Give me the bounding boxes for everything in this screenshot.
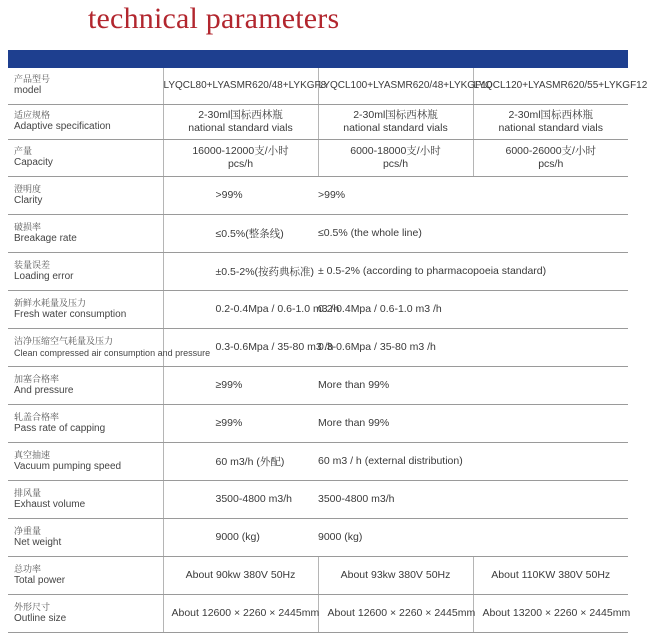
model-1: LYQCL80+LYASMR620/48+LYKGF8 [163,68,318,104]
capacity-value-1: 16000-12000支/小时 pcs/h [163,139,318,176]
water-value-zh: 0.2-0.4Mpa / 0.6-1.0 m3 /h [163,290,318,328]
exhaust-value-en: 3500-4800 m3/h [318,480,628,518]
vacuum-value-zh: 60 m3/h (外配) [163,442,318,480]
table-row-water [8,290,628,328]
breakage-value-zh: ≤0.5%(整条线) [163,214,318,252]
table-row-vacuum [8,442,628,480]
clarity-value-zh: >99% [163,176,318,214]
vacuum-value-en: 60 m3 / h (external distribution) [318,442,628,480]
loading-value-en: ± 0.5-2% (according to pharmacopoeia standard) [318,252,628,290]
stopper-value-zh: ≥99% [163,366,318,404]
table-row-capacity [8,139,628,176]
row-label: 破损率 Breakage rate [8,214,163,252]
table-row-weight [8,518,628,556]
clarity-value-en: >99% [318,176,628,214]
weight-value-en: 9000 (kg) [318,518,628,556]
table-row-power [8,556,628,594]
table-row-air [8,328,628,366]
row-label: 加塞合格率 And pressure [8,366,163,404]
outline-value-1: About 12600 × 2260 × 2445mm [163,594,318,632]
table-row-outline [8,594,628,632]
outline-value-2: About 12600 × 2260 × 2445mm [318,594,473,632]
outline-value-3: About 13200 × 2260 × 2445mm [473,594,628,632]
capacity-value-3: 6000-26000支/小时 pcs/h [473,139,628,176]
table-row-breakage [8,214,628,252]
capping-value-zh: ≥99% [163,404,318,442]
row-label: 总功率 Total power [8,556,163,594]
row-label: 轧盖合格率 Pass rate of capping [8,404,163,442]
power-value-1: About 90kw 380V 50Hz [163,556,318,594]
power-value-3: About 110KW 380V 50Hz [473,556,628,594]
table-row-loading [8,252,628,290]
row-label: 真空抽速 Vacuum pumping speed [8,442,163,480]
model-3: LYQCL120+LYASMR620/55+LYKGF12 [473,68,628,104]
table-row-model [8,68,628,104]
breakage-value-en: ≤0.5% (the whole line) [318,214,628,252]
header-bar [8,50,628,68]
model-2: LYQCL100+LYASMR620/48+LYKGF10 [318,68,473,104]
page-title: technical parameters [88,2,340,35]
table-row-stopper [8,366,628,404]
capacity-value-2: 6000-18000支/小时 pcs/h [318,139,473,176]
row-label: 排风量 Exhaust volume [8,480,163,518]
exhaust-value-zh: 3500-4800 m3/h [163,480,318,518]
row-label: 产量 Capacity [8,139,163,176]
row-label: 新鲜水耗量及压力 Fresh water consumption [8,290,163,328]
spec-value-3: 2-30ml国标西林瓶 national standard vials [473,104,628,139]
spec-value-2: 2-30ml国标西林瓶 national standard vials [318,104,473,139]
stopper-value-en: More than 99% [318,366,628,404]
row-label: 装量误差 Loading error [8,252,163,290]
table-row-capping [8,404,628,442]
row-label: 净重量 Net weight [8,518,163,556]
weight-value-zh: 9000 (kg) [163,518,318,556]
row-label: 澄明度 Clarity [8,176,163,214]
table-row-spec [8,104,628,139]
parameters-table [8,68,647,633]
row-label: 适应规格 Adaptive specification [8,104,163,139]
air-value-en: 0.3-0.6Mpa / 35-80 m3 /h [318,328,628,366]
air-value-zh: 0.3-0.6Mpa / 35-80 m3 /h [163,328,318,366]
spec-value-1: 2-30ml国标西林瓶 national standard vials [163,104,318,139]
row-label: 外形尺寸 Outline size [8,594,163,632]
capping-value-en: More than 99% [318,404,628,442]
table-row-exhaust [8,480,628,518]
table-row-clarity [8,176,628,214]
water-value-en: 0.2-0.4Mpa / 0.6-1.0 m3 /h [318,290,628,328]
power-value-2: About 93kw 380V 50Hz [318,556,473,594]
row-label: 洁净压缩空气耗量及压力 Clean compressed air consumption and pressure [8,328,163,366]
loading-value-zh: ±0.5-2%(按药典标准) [163,252,318,290]
row-label: 产品型号 model [8,68,163,104]
